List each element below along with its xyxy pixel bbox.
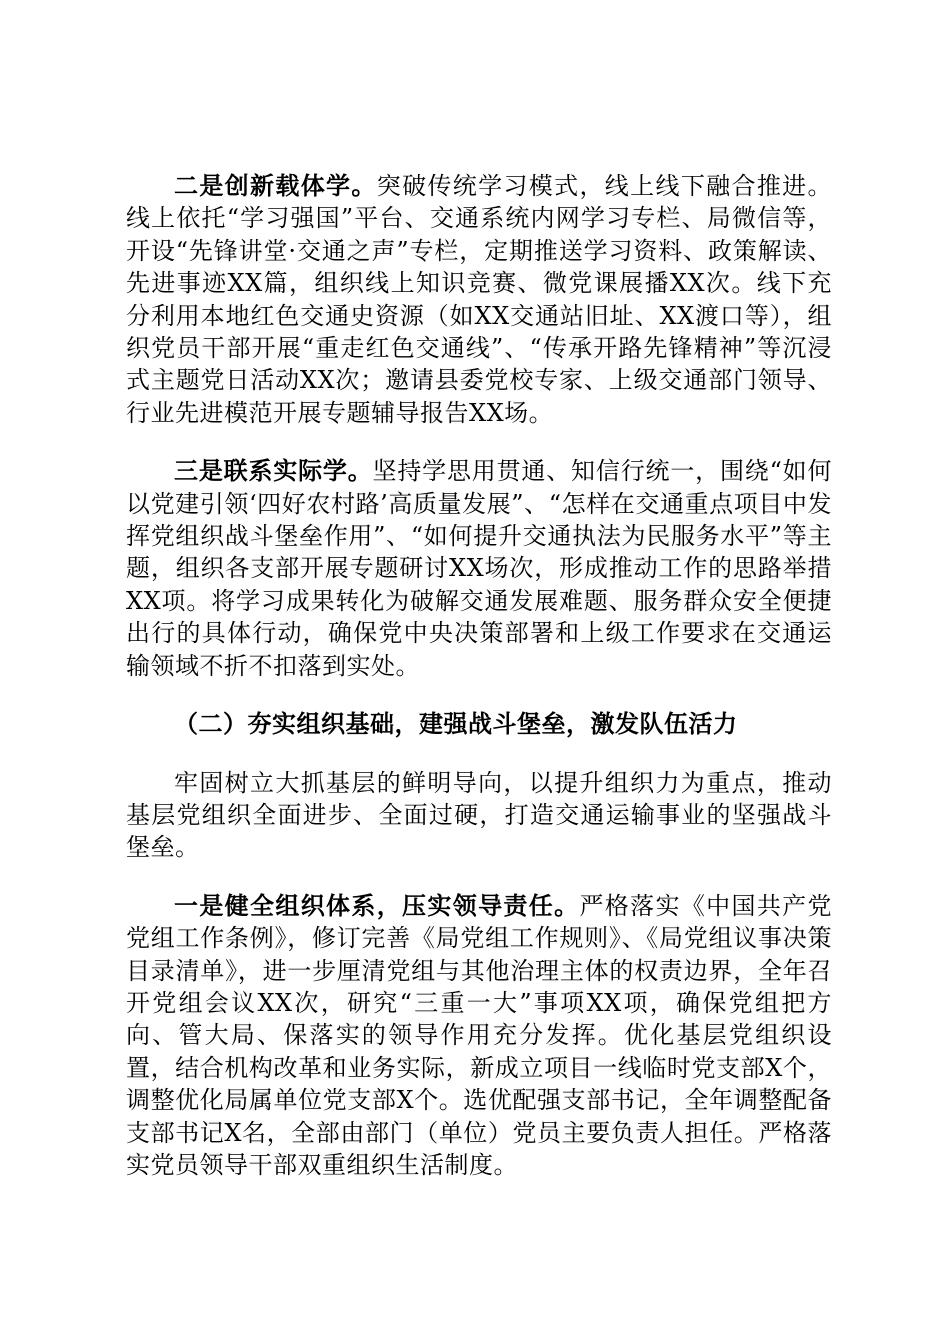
paragraph-body: 严格落实《中国共产党党组工作条例》，修订完善《局党组工作规则》、《局党组议事决策目录清单》，进一步厘清党组与其他治理主体的权责边界，全年召开党组会议XX次，研究“三重一大”事项XX项，确保党组把方向、管大局、保落实的领导作用充分发挥。优化基层党组织设置，结合机构改革和业务实际，新成立项目一线临时党支部X个，调整优化局属单位党支部X个。选优配强支部书记，全年调整配备支部书记X名，全部由部门（单位）党员主要负责人担任。严格落实党员领导干部双重组织生活制度。: [126, 891, 833, 1179]
paragraph-lead: 二是创新载体学。: [174, 171, 377, 200]
paragraph-body: 突破传统学习模式，线上线下融合推进。线上依托“学习强国”平台、交通系统内网学习专栏、局微信等，开设“先锋讲堂·交通之声”专栏，定期推送学习资料、政策解读、先进事迹XX篇，组织线上知识竞赛、微党课展播XX次。线下充分利用本地红色交通史资源（如XX交通站旧址、XX渡口等），组织党员干部开展“重走红色交通线”、“传承开路先锋精神”等沉浸式主题党日活动XX次；邀请县委党校专家、上级交通部门领导、行业先进模范开展专题辅导报告XX场。: [126, 172, 833, 427]
paragraph-lead: 三是联系实际学。: [174, 456, 373, 486]
paragraph-organization-system: [126, 890, 832, 1182]
document-page: [126, 170, 832, 1181]
paragraph-innovate-learning: [126, 170, 832, 429]
section-heading: （二）夯实组织基础，建强战斗堡垒，激发队伍活力: [174, 709, 738, 739]
paragraph-lead: 一是健全组织体系，压实领导责任。: [174, 890, 580, 920]
paragraph-practical-learning: [126, 455, 832, 682]
section-intro: 牢固树立大抓基层的鲜明导向，以提升组织力为重点，推动基层党组织全面进步、全面过硬，打造交通运输事业的坚强战斗堡垒。: [126, 768, 832, 862]
paragraph-body: 坚持学思用贯通、知信行统一，围绕“如何以党建引领‘四好农村路’高质量发展”、“怎样在交通重点项目中发挥党组织战斗堡垒作用”、“如何提升交通执法为民服务水平”等主题，组织各支部开展专题研讨XX场次，形成推动工作的思路举措XX项。将学习成果转化为破解交通发展难题、服务群众安全便捷出行的具体行动，确保党中央决策部署和上级工作要求在交通运输领域不折不扣落到实处。: [126, 457, 832, 680]
